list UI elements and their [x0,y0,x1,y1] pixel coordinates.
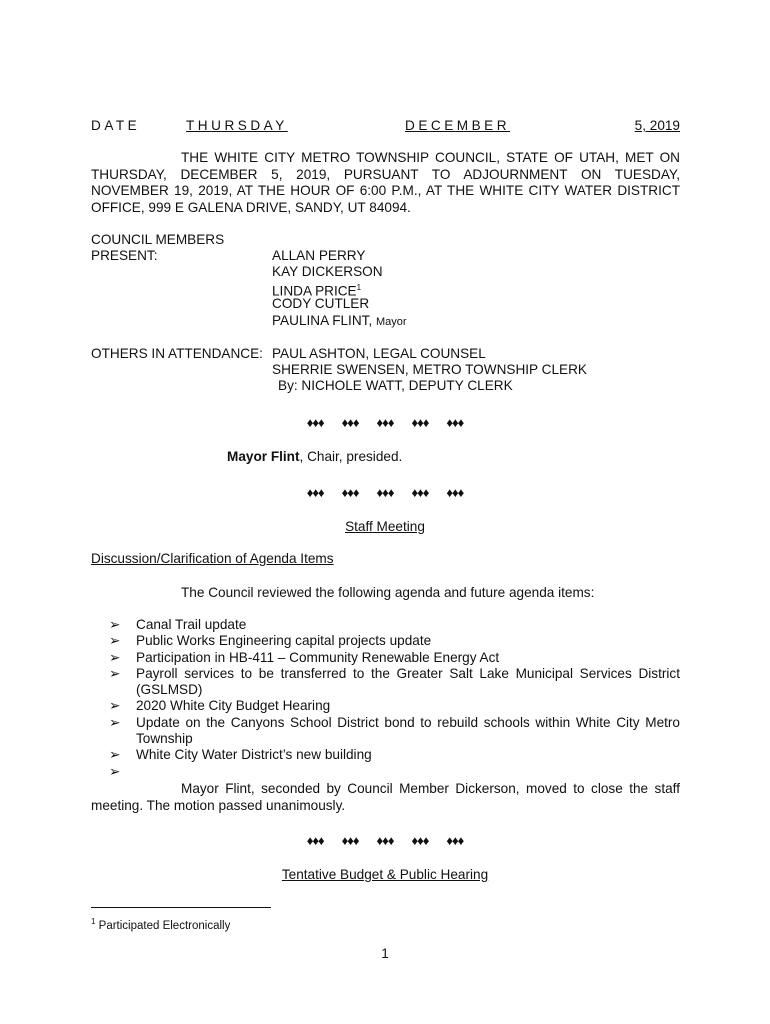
diamond-separator: ♦♦♦ ♦♦♦ ♦♦♦ ♦♦♦ ♦♦♦ [306,415,464,430]
council-member-name: PAULINA FLINT, [272,313,373,328]
attendee-line: SHERRIE SWENSEN, METRO TOWNSHIP CLERK [272,362,587,377]
arrow-bullet-icon: ➢ [109,617,121,632]
subheading-agenda-items: Discussion/Clarification of Agenda Items [91,551,334,566]
footnote-text: Participated Electronically [98,919,231,932]
diamond-separator: ♦♦♦ ♦♦♦ ♦♦♦ ♦♦♦ ♦♦♦ [306,485,464,500]
date-label: DATE [91,118,141,133]
list-item [109,764,680,780]
council-label-line2: PRESENT: [91,248,158,263]
list-item: ➢ Canal Trail update [109,617,247,632]
arrow-bullet-icon: ➢ [109,633,121,649]
intro-paragraph [91,150,680,216]
list-item: ➢ Public Works Engineering capital projects update [109,633,432,649]
list-item: ➢ White City Water District’s new building [109,747,372,763]
arrow-bullet-icon: ➢ [109,763,121,779]
arrow-bullet-icon: ➢ [109,665,121,681]
motion-paragraph [91,781,680,814]
presided-line [227,449,402,465]
attendee-line: PAUL ASHTON, LEGAL COUNSEL [272,346,486,361]
presided-text: , Chair, presided. [299,449,403,464]
list-item: ➢ 2020 White City Budget Hearing [109,698,331,714]
presiding-officer: Mayor Flint [227,449,300,464]
footnote-divider [91,907,271,908]
month-label: DECEMBER [405,118,511,133]
arrow-bullet-icon: ➢ [109,649,121,665]
arrow-bullet-icon: ➢ [109,698,121,714]
day-label: THURSDAY [186,118,288,133]
intro-text: THE WHITE CITY METRO TOWNSHIP COUNCIL, STATE OF UTAH, MET ON THURSDAY, DECEMBER 5, 2019, PURSUANT TO ADJOURNMENT ON TUESDAY, NOVEMBER 19, 2019, AT THE HOUR OF 6:00 P.M., AT THE WHITE CITY WATER DISTRICT OFFICE, 999 E GALENA DRIVE, SANDY, UT 84094. [91,150,680,215]
council-label-line1: COUNCIL MEMBERS [91,232,225,247]
list-item: ➢ Payroll services to be transferred to the Greater Salt Lake Municipal Services District (GSLMSD) [109,665,680,698]
council-member-name: LINDA PRICE [272,283,357,299]
arrow-bullet-icon: ➢ [109,747,121,763]
council-member: KAY DICKERSON [272,264,383,279]
others-label: OTHERS IN ATTENDANCE: [91,346,263,361]
agenda-list [109,617,680,780]
council-member [272,313,407,330]
diamond-separator: ♦♦♦ ♦♦♦ ♦♦♦ ♦♦♦ ♦♦♦ [306,833,464,848]
motion-text: Mayor Flint, seconded by Council Member Dickerson, moved to close the staff meeting. The motion passed unanimously. [91,781,680,813]
council-member: ALLAN PERRY [272,248,366,263]
council-member: CODY CUTLER [272,296,370,311]
mayor-title: Mayor [376,316,407,328]
list-item: ➢ Update on the Canyons School District bond to rebuild schools within White City Metro Township [109,714,680,747]
attendee-line: By: NICHOLE WATT, DEPUTY CLERK [278,378,513,393]
page-number: 1 [381,946,389,961]
footnote [91,914,230,934]
section-heading-tentative-budget: Tentative Budget & Public Hearing [281,867,489,882]
agenda-intro: The Council reviewed the following agenda and future agenda items: [181,585,595,600]
footnote-mark: 1 [91,917,96,926]
list-item: ➢ Participation in HB-411 – Community Renewable Energy Act [109,649,500,665]
footnote-reference: 1 [356,283,362,292]
date-value: 5, 2019 [634,118,680,133]
arrow-bullet-icon: ➢ [109,714,121,730]
section-heading-staff-meeting: Staff Meeting [345,519,425,534]
